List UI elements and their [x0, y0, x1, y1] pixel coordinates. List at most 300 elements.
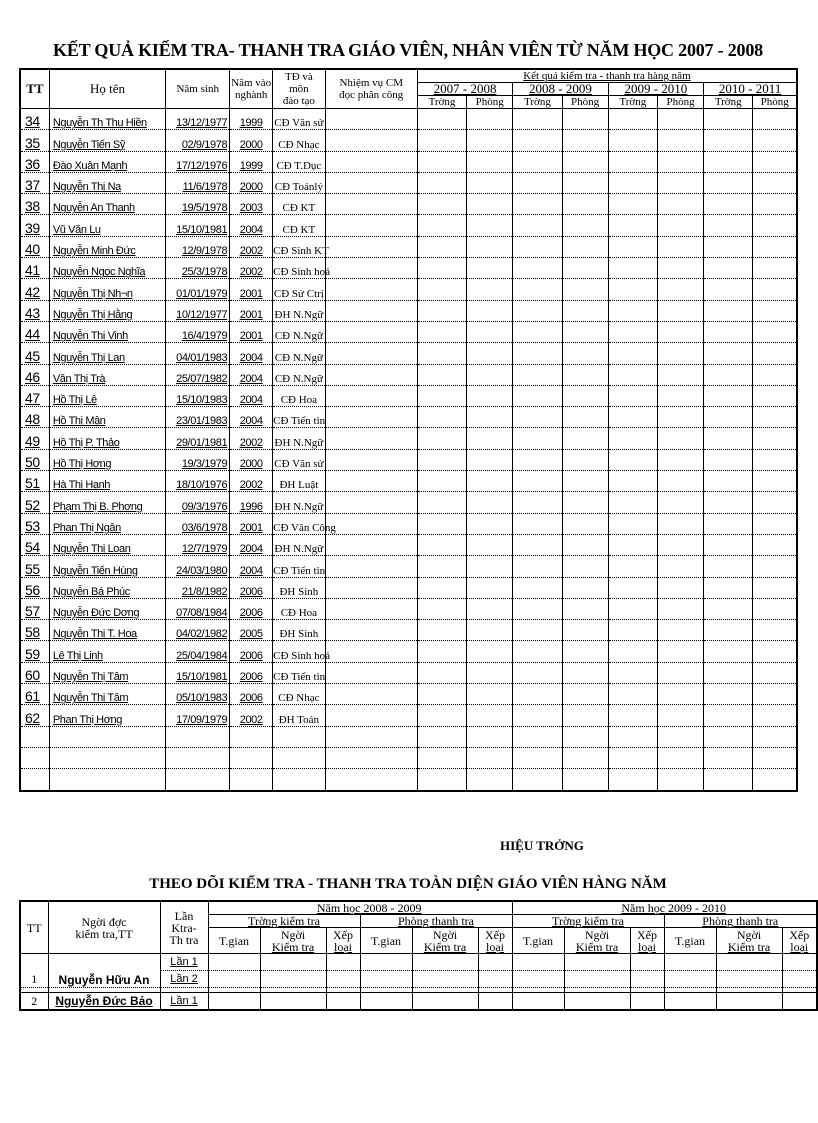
empty-cell [657, 279, 703, 300]
sub-year-b: Năm học 2009 - 2010 [512, 901, 817, 915]
empty-cell [273, 747, 325, 768]
empty-cell [49, 769, 165, 791]
col-name: Họ tên [49, 69, 165, 109]
row-times: Lần 1 [160, 954, 208, 971]
empty-cell [608, 577, 657, 598]
empty-cell [704, 130, 753, 151]
row-tt: 50 [20, 449, 49, 470]
empty-cell [704, 620, 753, 641]
empty-cell [417, 492, 466, 513]
row-name: Lê Thị Linh [49, 641, 165, 662]
row-year: 1996 [230, 492, 273, 513]
row-tt: 61 [20, 684, 49, 705]
empty-cell [513, 385, 562, 406]
empty-cell [704, 428, 753, 449]
row-level: ĐH N.Ngữ [273, 300, 325, 321]
empty-cell [417, 109, 466, 130]
row-level: ĐH Sinh [273, 577, 325, 598]
empty-cell [467, 428, 513, 449]
empty-cell [467, 130, 513, 151]
row-name: Phạm Thị B. Phơng [49, 492, 165, 513]
empty-cell [657, 194, 703, 215]
row-level: CĐ KT [273, 194, 325, 215]
row-birth: 15/10/1983 [166, 385, 230, 406]
empty-cell [562, 747, 608, 768]
empty-cell [562, 492, 608, 513]
empty-cell [753, 641, 797, 662]
empty-cell [753, 215, 797, 236]
empty-cell [417, 215, 466, 236]
col-inspector: Ngời Kiểm tra [716, 928, 782, 954]
empty-cell [608, 258, 657, 279]
row-tt: 42 [20, 279, 49, 300]
empty-cell [513, 364, 562, 385]
empty-cell [417, 769, 466, 791]
empty-cell [657, 769, 703, 791]
empty-cell [753, 513, 797, 534]
empty-cell [657, 236, 703, 257]
empty-cell [608, 109, 657, 130]
empty-cell [704, 172, 753, 193]
empty-cell [417, 726, 466, 747]
empty-cell [704, 151, 753, 172]
empty-cell [657, 151, 703, 172]
empty-cell [467, 343, 513, 364]
row-level: ĐH Sinh [273, 620, 325, 641]
row-birth: 19/5/1978 [166, 194, 230, 215]
empty-cell [325, 321, 417, 342]
row-tt: 58 [20, 620, 49, 641]
table-row [20, 236, 797, 257]
empty-cell [513, 769, 562, 791]
row-name: Nguyễn Thị Loan [49, 534, 165, 555]
empty-cell [608, 556, 657, 577]
empty-cell [704, 556, 753, 577]
empty-cell [753, 449, 797, 470]
empty-cell [326, 993, 360, 1011]
empty-cell [704, 300, 753, 321]
empty-cell [664, 971, 716, 988]
empty-cell [562, 556, 608, 577]
empty-cell [417, 343, 466, 364]
row-year: 2006 [230, 598, 273, 619]
empty-cell [467, 534, 513, 555]
row-level: ĐH N.Ngữ [273, 428, 325, 449]
empty-cell [608, 513, 657, 534]
row-birth: 15/10/1981 [166, 215, 230, 236]
row-level: CĐ Sinh hoá [273, 641, 325, 662]
row-level: CĐ Hoa [273, 385, 325, 406]
row-birth: 15/10/1981 [166, 662, 230, 683]
row-tt: 35 [20, 130, 49, 151]
row-level: CĐ T.Dục [273, 151, 325, 172]
empty-cell [608, 279, 657, 300]
empty-cell [417, 321, 466, 342]
row-birth: 11/6/1978 [166, 172, 230, 193]
empty-cell [325, 428, 417, 449]
empty-cell [753, 172, 797, 193]
row-level: CĐ Sinh KT [273, 236, 325, 257]
empty-cell [657, 428, 703, 449]
row-level: ĐH Luật [273, 471, 325, 492]
empty-cell [208, 993, 260, 1011]
table-row [20, 364, 797, 385]
row-level: CĐ Văn Công [273, 513, 325, 534]
row-tt: 55 [20, 556, 49, 577]
empty-cell [417, 300, 466, 321]
empty-cell [512, 993, 564, 1011]
table-row [20, 130, 797, 151]
empty-cell [562, 684, 608, 705]
empty-cell [325, 109, 417, 130]
empty-cell [704, 726, 753, 747]
empty-cell [325, 300, 417, 321]
row-name: Nguyễn An Thanh [49, 194, 165, 215]
empty-cell [513, 194, 562, 215]
row-tt: 40 [20, 236, 49, 257]
table-row [20, 556, 797, 577]
empty-cell [704, 747, 753, 768]
row-year: 2004 [230, 385, 273, 406]
empty-cell [562, 385, 608, 406]
row-level: CĐ Nhạc [273, 684, 325, 705]
empty-cell [704, 258, 753, 279]
row-level: CĐ Sinh hoá [273, 258, 325, 279]
empty-cell [562, 236, 608, 257]
empty-cell [657, 109, 703, 130]
empty-cell [608, 620, 657, 641]
empty-cell [513, 556, 562, 577]
row-tt: 59 [20, 641, 49, 662]
row-level: CĐ Văn sử [273, 109, 325, 130]
year-2010: 2010 - 2011 [704, 83, 797, 96]
table-row [20, 513, 797, 534]
row-tt: 54 [20, 534, 49, 555]
empty-cell [608, 705, 657, 726]
row-year: 2004 [230, 215, 273, 236]
row-name: Nguyễn Thị Nh¬n [49, 279, 165, 300]
empty-cell [657, 130, 703, 151]
row-year: 2004 [230, 407, 273, 428]
row-birth: 21/8/1982 [166, 577, 230, 598]
empty-cell [608, 598, 657, 619]
empty-cell [325, 172, 417, 193]
col-rank: Xếp loại [630, 928, 664, 954]
row-name: Nguyễn Đức Dơng [49, 598, 165, 619]
empty-cell [657, 641, 703, 662]
empty-cell [753, 747, 797, 768]
blank-row [20, 747, 797, 768]
dept-check-a: Phòng thanh tra [360, 915, 512, 928]
row-year: 2006 [230, 641, 273, 662]
empty-cell [208, 954, 260, 971]
empty-cell [608, 321, 657, 342]
empty-cell [753, 534, 797, 555]
col-time: T.gian [208, 928, 260, 954]
empty-cell [562, 194, 608, 215]
sub-col-person: Ngời đợc kiểm tra,TT [48, 901, 160, 954]
empty-cell [467, 236, 513, 257]
empty-cell [417, 428, 466, 449]
empty-cell [325, 215, 417, 236]
empty-cell [608, 407, 657, 428]
empty-cell [467, 321, 513, 342]
empty-cell [704, 684, 753, 705]
empty-cell [513, 215, 562, 236]
row-birth: 04/02/1982 [166, 620, 230, 641]
empty-cell [657, 705, 703, 726]
row-birth: 12/7/1979 [166, 534, 230, 555]
row-birth: 10/12/1977 [166, 300, 230, 321]
empty-cell [325, 279, 417, 300]
empty-cell [417, 449, 466, 470]
empty-cell [513, 151, 562, 172]
school-check-a: Trờng kiểm tra [208, 915, 360, 928]
empty-cell [417, 662, 466, 683]
empty-cell [562, 662, 608, 683]
row-birth: 07/08/1984 [166, 598, 230, 619]
empty-cell [704, 449, 753, 470]
empty-cell [704, 471, 753, 492]
empty-cell [513, 513, 562, 534]
row-birth: 17/12/1976 [166, 151, 230, 172]
row-birth: 25/04/1984 [166, 641, 230, 662]
empty-cell [417, 130, 466, 151]
empty-cell [326, 971, 360, 988]
empty-cell [753, 258, 797, 279]
row-birth: 24/03/1980 [166, 556, 230, 577]
inspection-tracking-table [19, 900, 818, 1011]
table-row [20, 407, 797, 428]
empty-cell [608, 300, 657, 321]
empty-cell [417, 534, 466, 555]
empty-cell [513, 641, 562, 662]
empty-cell [467, 684, 513, 705]
empty-cell [513, 449, 562, 470]
empty-cell [412, 971, 478, 988]
row-tt: 62 [20, 705, 49, 726]
empty-cell [704, 194, 753, 215]
row-name: Phan Thị Ngân [49, 513, 165, 534]
empty-cell [467, 598, 513, 619]
page-title: KẾT QUẢ KIỂM TRA- THANH TRA GIÁO VIÊN, NHÂN VIÊN TỪ NĂM HỌC 2007 - 2008 [53, 40, 763, 60]
empty-cell [562, 705, 608, 726]
empty-cell [467, 662, 513, 683]
empty-cell [417, 598, 466, 619]
empty-cell [467, 705, 513, 726]
empty-cell [467, 279, 513, 300]
table-row [20, 684, 797, 705]
empty-cell [325, 662, 417, 683]
empty-cell [657, 364, 703, 385]
row-year: 1999 [230, 109, 273, 130]
table-row [20, 109, 797, 130]
row-year: 2001 [230, 279, 273, 300]
empty-cell [608, 236, 657, 257]
empty-cell [467, 641, 513, 662]
row-year: 2001 [230, 300, 273, 321]
row-tt: 34 [20, 109, 49, 130]
row-year: 2001 [230, 513, 273, 534]
sub-dept: Phòng [657, 96, 703, 109]
row-name: Nguyễn Tiến Hùng [49, 556, 165, 577]
empty-cell [325, 407, 417, 428]
row-name: Nguyễn Th Thu Hiền [49, 109, 165, 130]
empty-cell [513, 109, 562, 130]
empty-cell [467, 513, 513, 534]
row-name: Vũ Văn Lu [49, 215, 165, 236]
empty-cell [467, 215, 513, 236]
row-year: 2004 [230, 343, 273, 364]
empty-cell [467, 258, 513, 279]
row-tt: 44 [20, 321, 49, 342]
row-year: 2002 [230, 258, 273, 279]
empty-cell [704, 236, 753, 257]
table-row [20, 449, 797, 470]
empty-cell [753, 236, 797, 257]
empty-cell [513, 300, 562, 321]
empty-cell [260, 993, 326, 1011]
empty-cell [417, 641, 466, 662]
empty-cell [564, 971, 630, 988]
empty-cell [325, 258, 417, 279]
empty-cell [325, 513, 417, 534]
empty-cell [704, 321, 753, 342]
sub-school: Trờng [704, 96, 753, 109]
empty-cell [467, 449, 513, 470]
empty-cell [562, 598, 608, 619]
empty-cell [562, 279, 608, 300]
empty-cell [753, 577, 797, 598]
row-level: ĐH N.Ngữ [273, 534, 325, 555]
empty-cell [417, 258, 466, 279]
empty-cell [562, 258, 608, 279]
empty-cell [704, 598, 753, 619]
empty-cell [657, 343, 703, 364]
row-level: CĐ N.Ngữ [273, 364, 325, 385]
row-year: 2000 [230, 449, 273, 470]
empty-cell [325, 151, 417, 172]
empty-cell [412, 993, 478, 1011]
empty-cell [753, 492, 797, 513]
empty-cell [467, 364, 513, 385]
empty-cell [20, 726, 49, 747]
empty-cell [608, 364, 657, 385]
row-birth: 16/4/1979 [166, 321, 230, 342]
empty-cell [630, 954, 664, 971]
empty-cell [704, 385, 753, 406]
empty-cell [467, 385, 513, 406]
year-2009: 2009 - 2010 [608, 83, 703, 96]
row-tt: 36 [20, 151, 49, 172]
empty-cell [325, 726, 417, 747]
empty-cell [20, 747, 49, 768]
col-rank: Xếp loại [326, 928, 360, 954]
table-row [20, 705, 797, 726]
empty-cell [325, 385, 417, 406]
row-birth: 01/01/1979 [166, 279, 230, 300]
empty-cell [657, 556, 703, 577]
empty-cell [325, 194, 417, 215]
row-tt: 39 [20, 215, 49, 236]
row-name: Văn Thị Trà [49, 364, 165, 385]
row-tt: 48 [20, 407, 49, 428]
empty-cell [467, 151, 513, 172]
row-level: CĐ Tiến tin [273, 662, 325, 683]
empty-cell [467, 407, 513, 428]
table-row [20, 343, 797, 364]
empty-cell [325, 449, 417, 470]
empty-cell [782, 971, 817, 988]
empty-cell [753, 556, 797, 577]
empty-cell [513, 726, 562, 747]
row-birth: 25/07/1982 [166, 364, 230, 385]
row-name: Nguyễn Bá Phúc [49, 577, 165, 598]
row-tt: 51 [20, 471, 49, 492]
empty-cell [273, 769, 325, 791]
table-row [20, 471, 797, 492]
empty-cell [467, 194, 513, 215]
row-year: 2000 [230, 130, 273, 151]
empty-cell [704, 109, 753, 130]
empty-cell [562, 534, 608, 555]
empty-cell [513, 172, 562, 193]
empty-cell [562, 364, 608, 385]
empty-cell [782, 954, 817, 971]
row-name: Nguyễn Thị Na [49, 172, 165, 193]
row-name: Nguyễn Ngọc Nghĩa [49, 258, 165, 279]
empty-cell [360, 993, 412, 1011]
empty-cell [753, 598, 797, 619]
empty-cell [562, 343, 608, 364]
empty-cell [417, 407, 466, 428]
row-year: 2004 [230, 534, 273, 555]
empty-cell [467, 556, 513, 577]
row-name: Phan Thị Hơng [49, 705, 165, 726]
row-year: 2000 [230, 172, 273, 193]
empty-cell [657, 258, 703, 279]
empty-cell [513, 428, 562, 449]
table-row [20, 662, 797, 683]
empty-cell [513, 620, 562, 641]
empty-cell [166, 769, 230, 791]
row-tt: 60 [20, 662, 49, 683]
empty-cell [562, 300, 608, 321]
empty-cell [753, 109, 797, 130]
empty-cell [562, 172, 608, 193]
empty-cell [513, 534, 562, 555]
empty-cell [657, 471, 703, 492]
empty-cell [360, 954, 412, 971]
empty-cell [166, 747, 230, 768]
row-level: CĐ Tiến tin [273, 556, 325, 577]
empty-cell [753, 343, 797, 364]
empty-cell [325, 769, 417, 791]
empty-cell [417, 385, 466, 406]
empty-cell [608, 449, 657, 470]
row-tt: 56 [20, 577, 49, 598]
empty-cell [260, 971, 326, 988]
row-name: Hồ Thị Hơng [49, 449, 165, 470]
row-name: Hà Thị Hạnh [49, 471, 165, 492]
blank-row [20, 769, 797, 791]
row-tt: 41 [20, 258, 49, 279]
row-year: 2006 [230, 577, 273, 598]
empty-cell [467, 747, 513, 768]
empty-cell [49, 747, 165, 768]
row-birth: 29/01/1981 [166, 428, 230, 449]
empty-cell [513, 236, 562, 257]
